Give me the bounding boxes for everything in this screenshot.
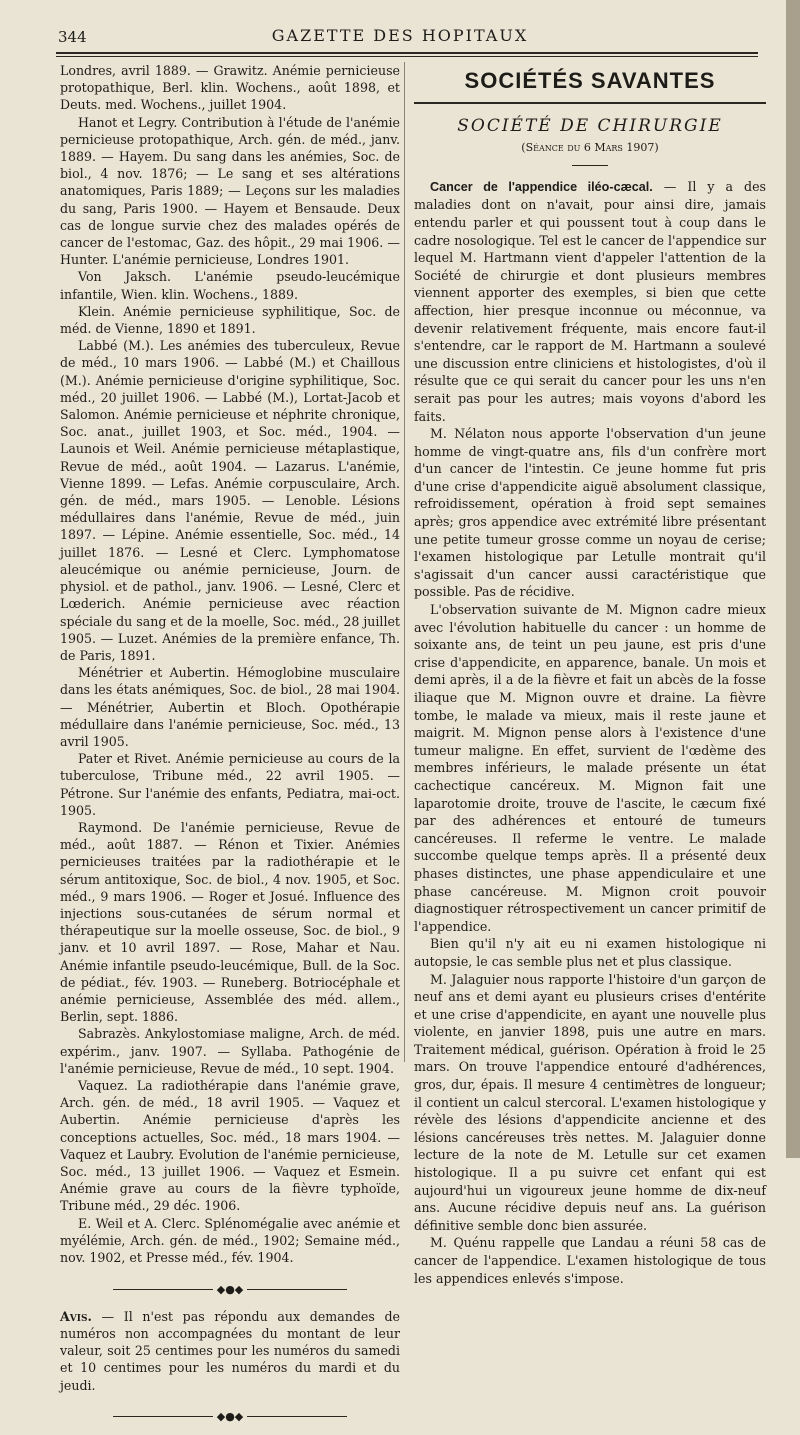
session-date: (Séance du 6 Mars 1907) — [521, 141, 659, 155]
header-rule — [56, 52, 758, 54]
avis-label: Avis. — [60, 1308, 92, 1324]
bibliography-entry: E. Weil et A. Clerc. Splénomégalie avec anémie et myélémie, Arch. gén. de méd., 1902; Semaine méd., nov. 1902, et Presse méd., fév. 1904. — [60, 1215, 400, 1266]
ornament-divider: ◆●◆ — [60, 1408, 400, 1426]
journal-title: GAZETTE DES HOPITAUX — [271, 26, 529, 45]
article-paragraph: M. Jalaguier nous rapporte l'histoire d'un garçon de neuf ans et demi ayant eu plusieurs crises d'entérite et une crise d'appendicite, en ayant une nouvelle plus violente, en janvier 1898, puis une autre en mars. Traitement médical, guérison. Opération à froid le 25 mars. On trouve l'appendice entouré d'adhérences, gros, dur, épais. Il mesure 4 centimètres de longueur; il contient un calcul stercoral. L'examen histologique y révèle des lésions d'appendicite ancienne et des lésions cancéreuses très nettes. M. Jalaguier donne lecture de la note de M. Letulle sur cet examen histologique. Il a pu suivre cet enfant qui est aujourd'hui un vigoureux jeune homme de dix-neuf ans. Aucune récidive depuis neuf ans. La guérison définitive semble donc bien assurée. — [414, 971, 766, 1233]
bibliography-entry: Labbé (M.). Les anémies des tuberculeux, Revue de méd., 10 mars 1906. — Labbé (M.) et Chaillous (M.). Anémie pernicieuse d'origine syphilitique, Soc. méd., 20 juillet 1906. — Labbé (M.), Lortat-Jacob et Salomon. Anémie pernicieuse et néphrite chronique, Soc. anat., juillet 1903, et Soc. méd., 1904. — Launois et Weil. Anémie pernicieuse métaplastique, Revue de méd., août 1904. — Lazarus. L'anémie, Vienne 1899. — Lefas. Anémie corpusculaire, Arch. gén. de méd., mars 1905. — Lenoble. Lésions médullaires dans l'anémie, Revue de méd., juin 1897. — Lépine. Anémie essentielle, Soc. méd., 14 juillet 1876. — Lesné et Clerc. Lymphomatose aleucémique ou anémie pernicieuse, Journ. de physiol. et de pathol., janv. 1906. — Lesné, Clerc et Lœderich. Anémie pernicieuse avec réaction spéciale du sang et de la moelle, Soc. méd., 28 juillet 1905. — Luzet. Anémies de la première enfance, Th. de Paris, 1891. — [60, 338, 400, 663]
bibliography-entry: Pater et Rivet. Anémie pernicieuse au cours de la tuberculose, Tribune méd., 22 avril 1905. — Pétrone. Sur l'anémie des enfants, Pediatra, mai-oct. 1905. — [60, 751, 400, 818]
bibliography-entry: Raymond. De l'anémie pernicieuse, Revue de méd., août 1887. — Rénon et Tixier. Anémies pernicieuses traitées par la radiothérapie et le sérum antitoxique, Soc. de biol., 4 nov. 1905, et Soc. méd., 9 mars 1906. — Roger et Josué. Influence des injections sous-cutanées de sérum normal et thérapeutique sur la moelle osseuse, Soc. de biol., 9 janv. et 10 avril 1897. — Rose, Mahar et Nau. Anémie infantile pseudo-leucémique, Bull. de la Soc. de pédiat., fév. 1903. — Runeberg. Botriocéphale et anémie pernicieuse, Assemblée des méd. allem., Berlin, sept. 1886. — [60, 819, 400, 1025]
article-paragraph: L'observation suivante de M. Mignon cadre mieux avec l'évolution habituelle du cancer : un homme de soixante ans, de teint un peu jaune, est pris d'une crise d'appendicite, en apparence, banale. Un mois et demi après, il a de la fièvre et fait un abcès de la fosse iliaque que M. Mignon ouvre et draine. La fièvre tombe, le malade va mieux, mais il reste jaune et maigrit. M. Mignon pense alors à l'existence d'une tumeur maligne. En effet, survient de l'œdème des membres inférieurs, le malade présente un état cachectique cancéreux. M. Mignon fait une laparotomie droite, trouve de l'ascite, le cæcum fixé par des adhérences et entouré de tumeurs cancéreuses. Il referme le ventre. Le malade succombe quelque temps après. Il a présenté deux phases distinctes, une phase appendiculaire et une phase cancéreuse. M. Mignon croit pouvoir diagnostiquer rétrospectivement un cancer primitif de l'appendice. — [414, 602, 766, 934]
bibliography-entry: Hanot et Legry. Contribution à l'étude de l'anémie pernicieuse protopathique, Arch. gén. de méd., janv. 1889. — Hayem. Du sang dans les anémies, Soc. de biol., 4 nov. 1876; — Le sang et ses altérations anatomiques, Paris 1889; — Leçons sur les maladies du sang, Paris 1900. — Hayem et Bensaude. Deux cas de longue survie chez des malades opérés de cancer de l'estomac, Gaz. des hôpit., 29 mai 1906. — Hunter. L'anémie pernicieuse, Londres 1901. — [60, 114, 400, 268]
article-heading: Cancer de l'appendice iléo-cæcal. — [430, 179, 653, 194]
article-paragraph: Bien qu'il n'y ait eu ni examen histologique ni autopsie, le cas semble plus net et plus classique. — [414, 936, 766, 969]
avis-notice — [60, 1308, 400, 1394]
section-rule — [414, 102, 766, 104]
article-paragraph: M. Quénu rappelle que Landau a réuni 58 cas de cancer de l'appendice. L'examen histologique de tous les appendices enlevés s'impose. — [414, 1235, 766, 1286]
right-column — [414, 62, 766, 1287]
bibliography-entry: Ménétrier et Aubertin. Hémoglobine musculaire dans les états anémiques, Soc. de biol., 28 mai 1904. — Ménétrier, Aubertin et Bloch. Opothérapie médullaire dans l'anémie pernicieuse, Soc. méd., 13 avril 1905. — [60, 665, 400, 749]
bibliography-entry: Klein. Anémie pernicieuse syphilitique, Soc. de méd. de Vienne, 1890 et 1891. — [60, 303, 400, 337]
society-name: SOCIÉTÉ DE CHIRURGIE — [457, 115, 723, 136]
page-edge — [786, 0, 800, 1158]
bibliography-entry: Londres, avril 1889. — Grawitz. Anémie pernicieuse protopathique, Berl. klin. Wochens., août 1898, et Deuts. med. Wochens., juillet 1904. — [60, 63, 400, 113]
page-number: 344 — [58, 28, 87, 46]
avis-text: — Il n'est pas répondu aux demandes de numéros non accompagnées du montant de leur valeur, soit 25 centimes pour les numéros du samedi et 10 centimes pour les numéros du mardi et du jeudi. — [60, 1308, 400, 1393]
section-title: SOCIÉTÉS SAVANTES — [464, 68, 716, 93]
ornament-divider: ◆●◆ — [60, 1280, 400, 1298]
bibliography-entry: Von Jaksch. L'anémie pseudo-leucémique infantile, Wien. klin. Wochens., 1889. — [60, 269, 400, 302]
article-text: — Il y a des maladies dont on n'avait, pour ainsi dire, jamais entendu parler et qui poussent tout à coup dans le cadre nosologique. Tel est le cancer de l'appendice sur lequel M. Hartmann vient d'appeler l'attention de la Société de chirurgie et dont plusieurs membres viennent apporter des exemples, si bien que cette affection, hier presque inconnue ou méconnue, va devenir relativement fréquente, mais encore faut-il s'entendre, car le rapport de M. Hartmann a soulevé une discussion entre cliniciens et histologistes, d'où il résulte que ce qui serait du cancer pour les uns n'en serait pas pour les autres; mais voyons d'abord les faits. — [414, 178, 766, 424]
article-paragraph: M. Nélaton nous apporte l'observation d'un jeune homme de vingt-quatre ans, fils d'un confrère mort d'un cancer de l'intestin. Ce jeune homme fut pris d'une crise d'appendicite aiguë absolument classique, refroidissement, opération à froid sept semaines après; gros appendice avec extrémité libre présentant une petite tumeur grosse comme un noyau de cerise; l'examen histologique par Letulle montrait qu'il s'agissait d'un cancer aussi caractéristique que possible. Pas de récidive. — [414, 426, 766, 600]
header-rule-thin — [56, 56, 758, 57]
short-rule — [572, 165, 608, 166]
column-divider — [404, 62, 405, 1062]
bibliography-entry: Sabrazès. Ankylostomiase maligne, Arch. de méd. expérim., janv. 1907. — Syllaba. Pathogénie de l'anémie pernicieuse, Revue de méd., 10 sept. 1904. — [60, 1026, 400, 1076]
article-paragraph — [414, 178, 766, 425]
bibliography-entry: Vaquez. La radiothérapie dans l'anémie grave, Arch. gén. de méd., 18 avril 1905. — Vaquez et Aubertin. Anémie pernicieuse d'après les conceptions actuelles, Soc. méd., 18 mars 1904. — Vaquez et Laubry. Evolution de l'anémie pernicieuse, Soc. méd., 13 juillet 1906. — Vaquez et Esmein. Anémie grave au cours de la fièvre typhoïde, Tribune méd., 29 déc. 1906. — [60, 1077, 400, 1214]
left-column — [60, 62, 400, 1435]
